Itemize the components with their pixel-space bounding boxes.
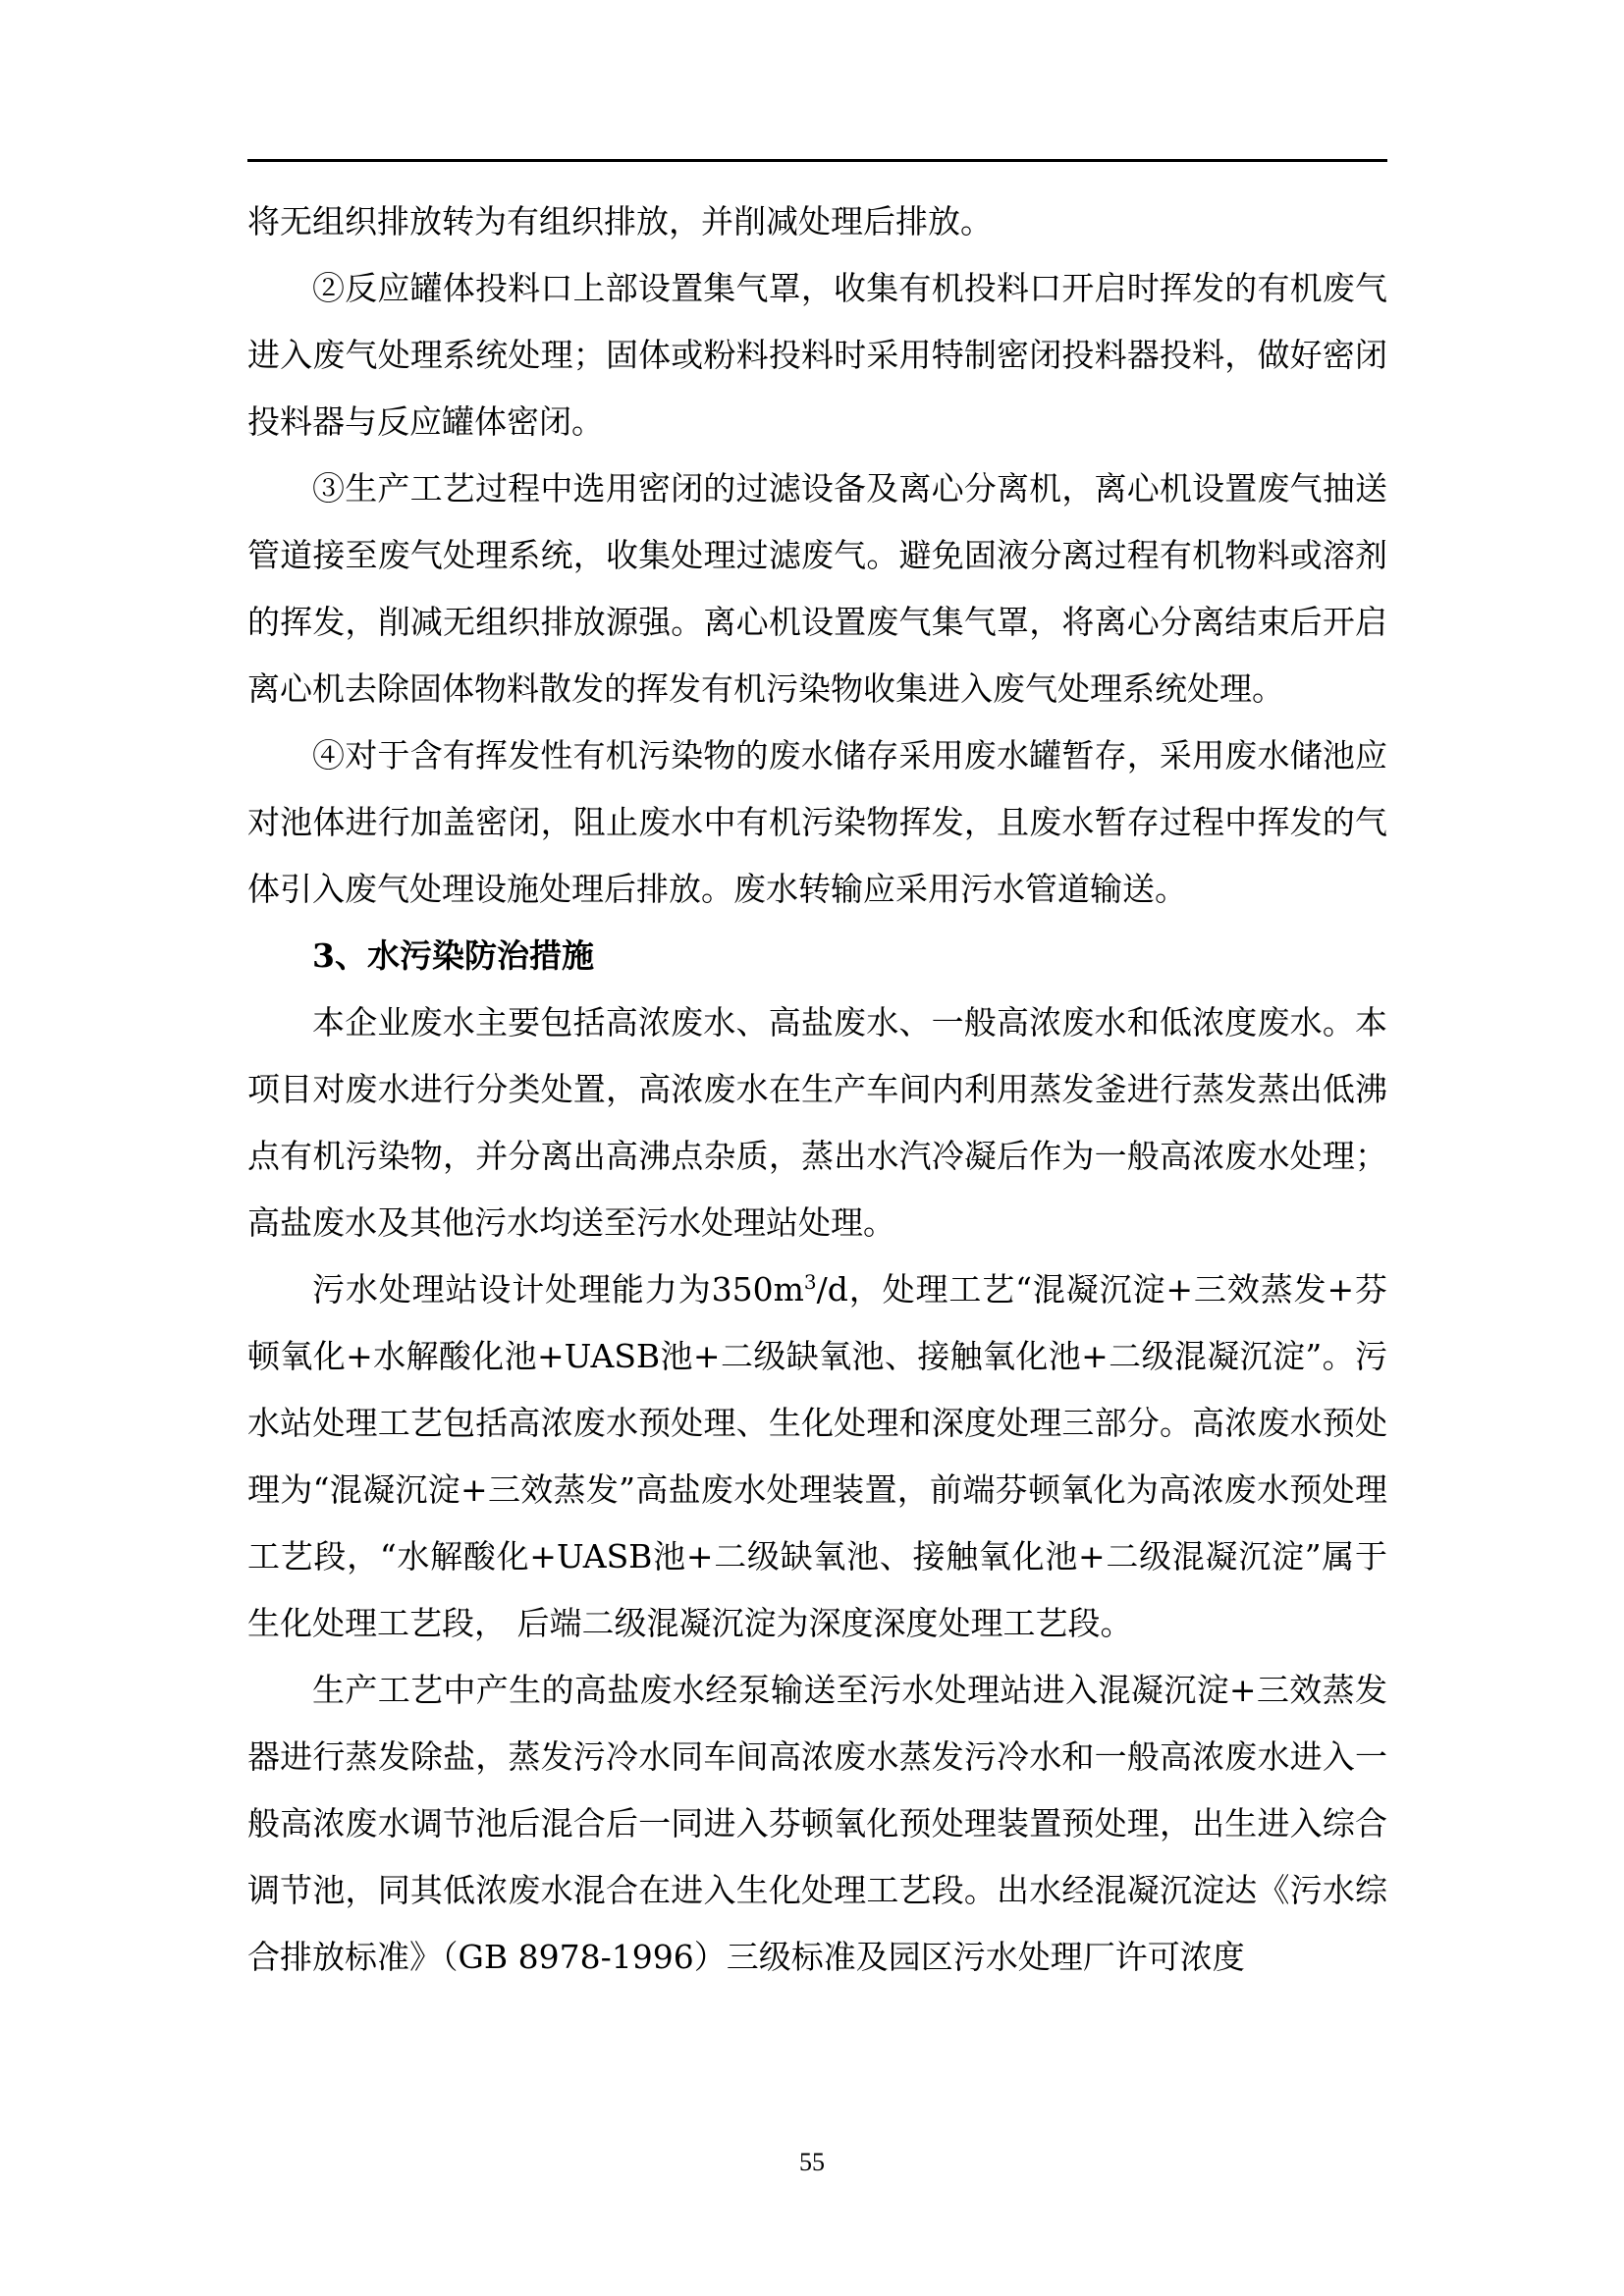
section-heading: 3、水污染防治措施 bbox=[312, 936, 594, 975]
paragraph-item-3: ③生产工艺过程中选用密闭的过滤设备及离心分离机，离心机设置废气抽送管道接至废气处理系统，收集处理过滤废气。避免固液分离过程有机物料或溶剂的挥发，削减无组织排放源强。离心机设置废气集气罩，将离心分离结束后开启离心机去除固体物料散发的挥发有机污染物收集进入废气处理系统处理。 bbox=[247, 469, 1387, 708]
capacity-text-before: 污水处理站设计处理能力为350m bbox=[312, 1270, 804, 1308]
paragraph-item-4: ④对于含有挥发性有机污染物的废水储存采用废水罐暂存，采用废水储池应对池体进行加盖密闭，阻止废水中有机污染物挥发，且废水暂存过程中挥发的气体引入废气处理设施处理后排放。废水转输应采用污水管道输送。 bbox=[247, 736, 1387, 908]
paragraph-treatment-capacity bbox=[247, 1256, 1387, 1657]
document-body bbox=[247, 188, 1387, 1991]
paragraph-item-2: ②反应罐体投料口上部设置集气罩，收集有机投料口开启时挥发的有机废气进入废气处理系统处理；固体或粉料投料时采用特制密闭投料器投料，做好密闭投料器与反应罐体密闭。 bbox=[247, 269, 1387, 441]
header-rule bbox=[247, 159, 1387, 162]
capacity-superscript: 3 bbox=[803, 1270, 817, 1294]
capacity-text-after: /d，处理工艺“混凝沉淀+三效蒸发+芬顿氧化+水解酸化池+UASB池+二级缺氧池、接触氧化池+二级混凝沉淀”。污水站处理工艺包括高浓废水预处理、生化处理和深度处理三部分。高浓废水预处理为“混凝沉淀+三效蒸发”高盐废水处理装置，前端芬顿氧化为高浓废水预处理工艺段，“水解酸化+UASB池+二级缺氧池、接触氧化池+二级混凝沉淀”属于生化处理工艺段， 后端二级混凝沉淀为深度深度处理工艺段。 bbox=[247, 1270, 1387, 1642]
paragraph-process-flow: 生产工艺中产生的高盐废水经泵输送至污水处理站进入混凝沉淀+三效蒸发器进行蒸发除盐，蒸发污冷水同车间高浓废水蒸发污冷水和一般高浓废水进入一般高浓废水调节池后混合后一同进入芬顿氧化预处理装置预处理，出生进入综合调节池，同其低浓废水混合在进入生化处理工艺段。出水经混凝沉淀达《污水综合排放标准》（GB 8978-1996）三级标准及园区污水处理厂许可浓度 bbox=[247, 1671, 1387, 1976]
page-number: 55 bbox=[799, 2148, 825, 2176]
paragraph-wastewater-overview: 本企业废水主要包括高浓废水、高盐废水、一般高浓废水和低浓度废水。本项目对废水进行分类处置，高浓废水在生产车间内利用蒸发釜进行蒸发蒸出低沸点有机污染物，并分离出高沸点杂质，蒸出水汽冷凝后作为一般高浓废水处理；高盐废水及其他污水均送至污水处理站处理。 bbox=[247, 1003, 1387, 1242]
paragraph-continuation: 将无组织排放转为有组织排放，并削减处理后排放。 bbox=[247, 202, 993, 240]
